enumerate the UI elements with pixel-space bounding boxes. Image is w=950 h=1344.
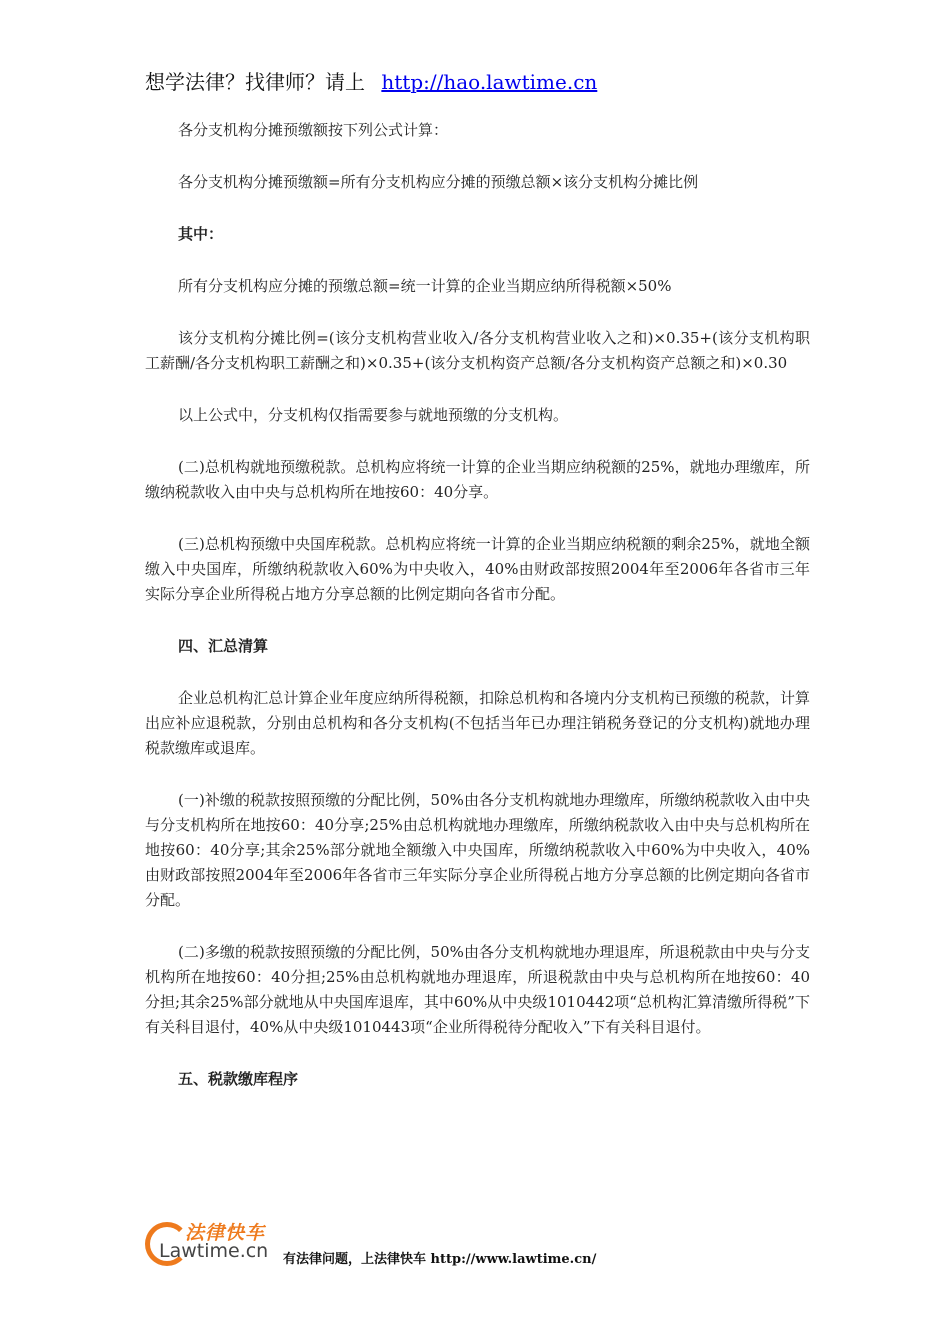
subheading: 其中： [178,225,224,243]
section-heading: 五、税款缴库程序 [178,1070,299,1088]
paragraph: 以上公式中，分支机构仅指需要参与就地预缴的分支机构。 [178,406,569,424]
footer-text: 有法律问题，上法律快车 http://www.lawtime.cn/ [283,1252,597,1267]
paragraph: 企业总机构汇总计算企业年度应纳所得税额，扣除总机构和各境内分支机构已预缴的税款，计算出应补应退税款，分别由总机构和各分支机构(不包括当年已办理注销税务登记的分支机构)就地办理税款缴库或退库。 [145,689,810,757]
paragraph: 该分支机构分摊比例=(该分支机构营业收入/各分支机构营业收入之和)×0.35+(该分支机构职工薪酬/各分支机构职工薪酬之和)×0.35+(该分支机构资产总额/各分支机构资产总额之和)×0.30 [145,329,810,372]
page-header [145,68,597,96]
paragraph: (二)总机构就地预缴税款。总机构应将统一计算的企业当期应纳税额的25%，就地办理缴库，所缴纳税款收入由中央与总机构所在地按60：40分享。 [145,458,810,501]
header-text: 想学法律？找律师？请上 [145,70,365,94]
logo-english-text: Lawtime.cn [159,1240,269,1262]
paragraph: 各分支机构分摊预缴额按下列公式计算： [178,121,449,139]
header-link[interactable]: http://hao.lawtime.cn [381,70,598,94]
paragraph: (二)多缴的税款按照预缴的分配比例，50%由各分支机构就地办理退库，所退税款由中央与分支机构所在地按60：40分担;25%由总机构就地办理退库，所退税款由中央与总机构所在地按60：40分担;其余25%部分就地从中央国库退库，其中60%从中央级1010442项“总机构汇算清缴所得税”下有关科目退付，40%从中央级1010443项“企业所得税待分配收入”下有关科目退付。 [145,943,810,1036]
section-heading: 四、汇总清算 [178,637,269,655]
document-body [145,118,810,1119]
logo-chinese-text: 法律快车 [185,1222,266,1244]
paragraph: (三)总机构预缴中央国库税款。总机构应将统一计算的企业当期应纳税额的剩余25%，就地全额缴入中央国库，所缴纳税款收入60%为中央收入，40%由财政部按照2004年至2006年各省市三年实际分享企业所得税占地方分享总额的比例定期向各省市分配。 [145,535,810,603]
lawtime-logo[interactable] [145,1218,285,1268]
paragraph: (一)补缴的税款按照预缴的分配比例，50%由各分支机构就地办理缴库，所缴纳税款收入由中央与分支机构所在地按60：40分享;25%由总机构就地办理缴库，所缴纳税款收入由中央与总机构所在地按60：40分享;其余25%部分就地全额缴入中央国库，所缴纳税款收入中60%为中央收入，40%由财政部按照2004年至2006年各省市三年实际分享企业所得税占地方分享总额的比例定期向各省市分配。 [145,791,810,909]
paragraph: 所有分支机构应分摊的预缴总额=统一计算的企业当期应纳所得税额×50% [178,277,672,295]
paragraph: 各分支机构分摊预缴额=所有分支机构应分摊的预缴总额×该分支机构分摊比例 [178,173,699,191]
page-footer [145,1218,845,1268]
